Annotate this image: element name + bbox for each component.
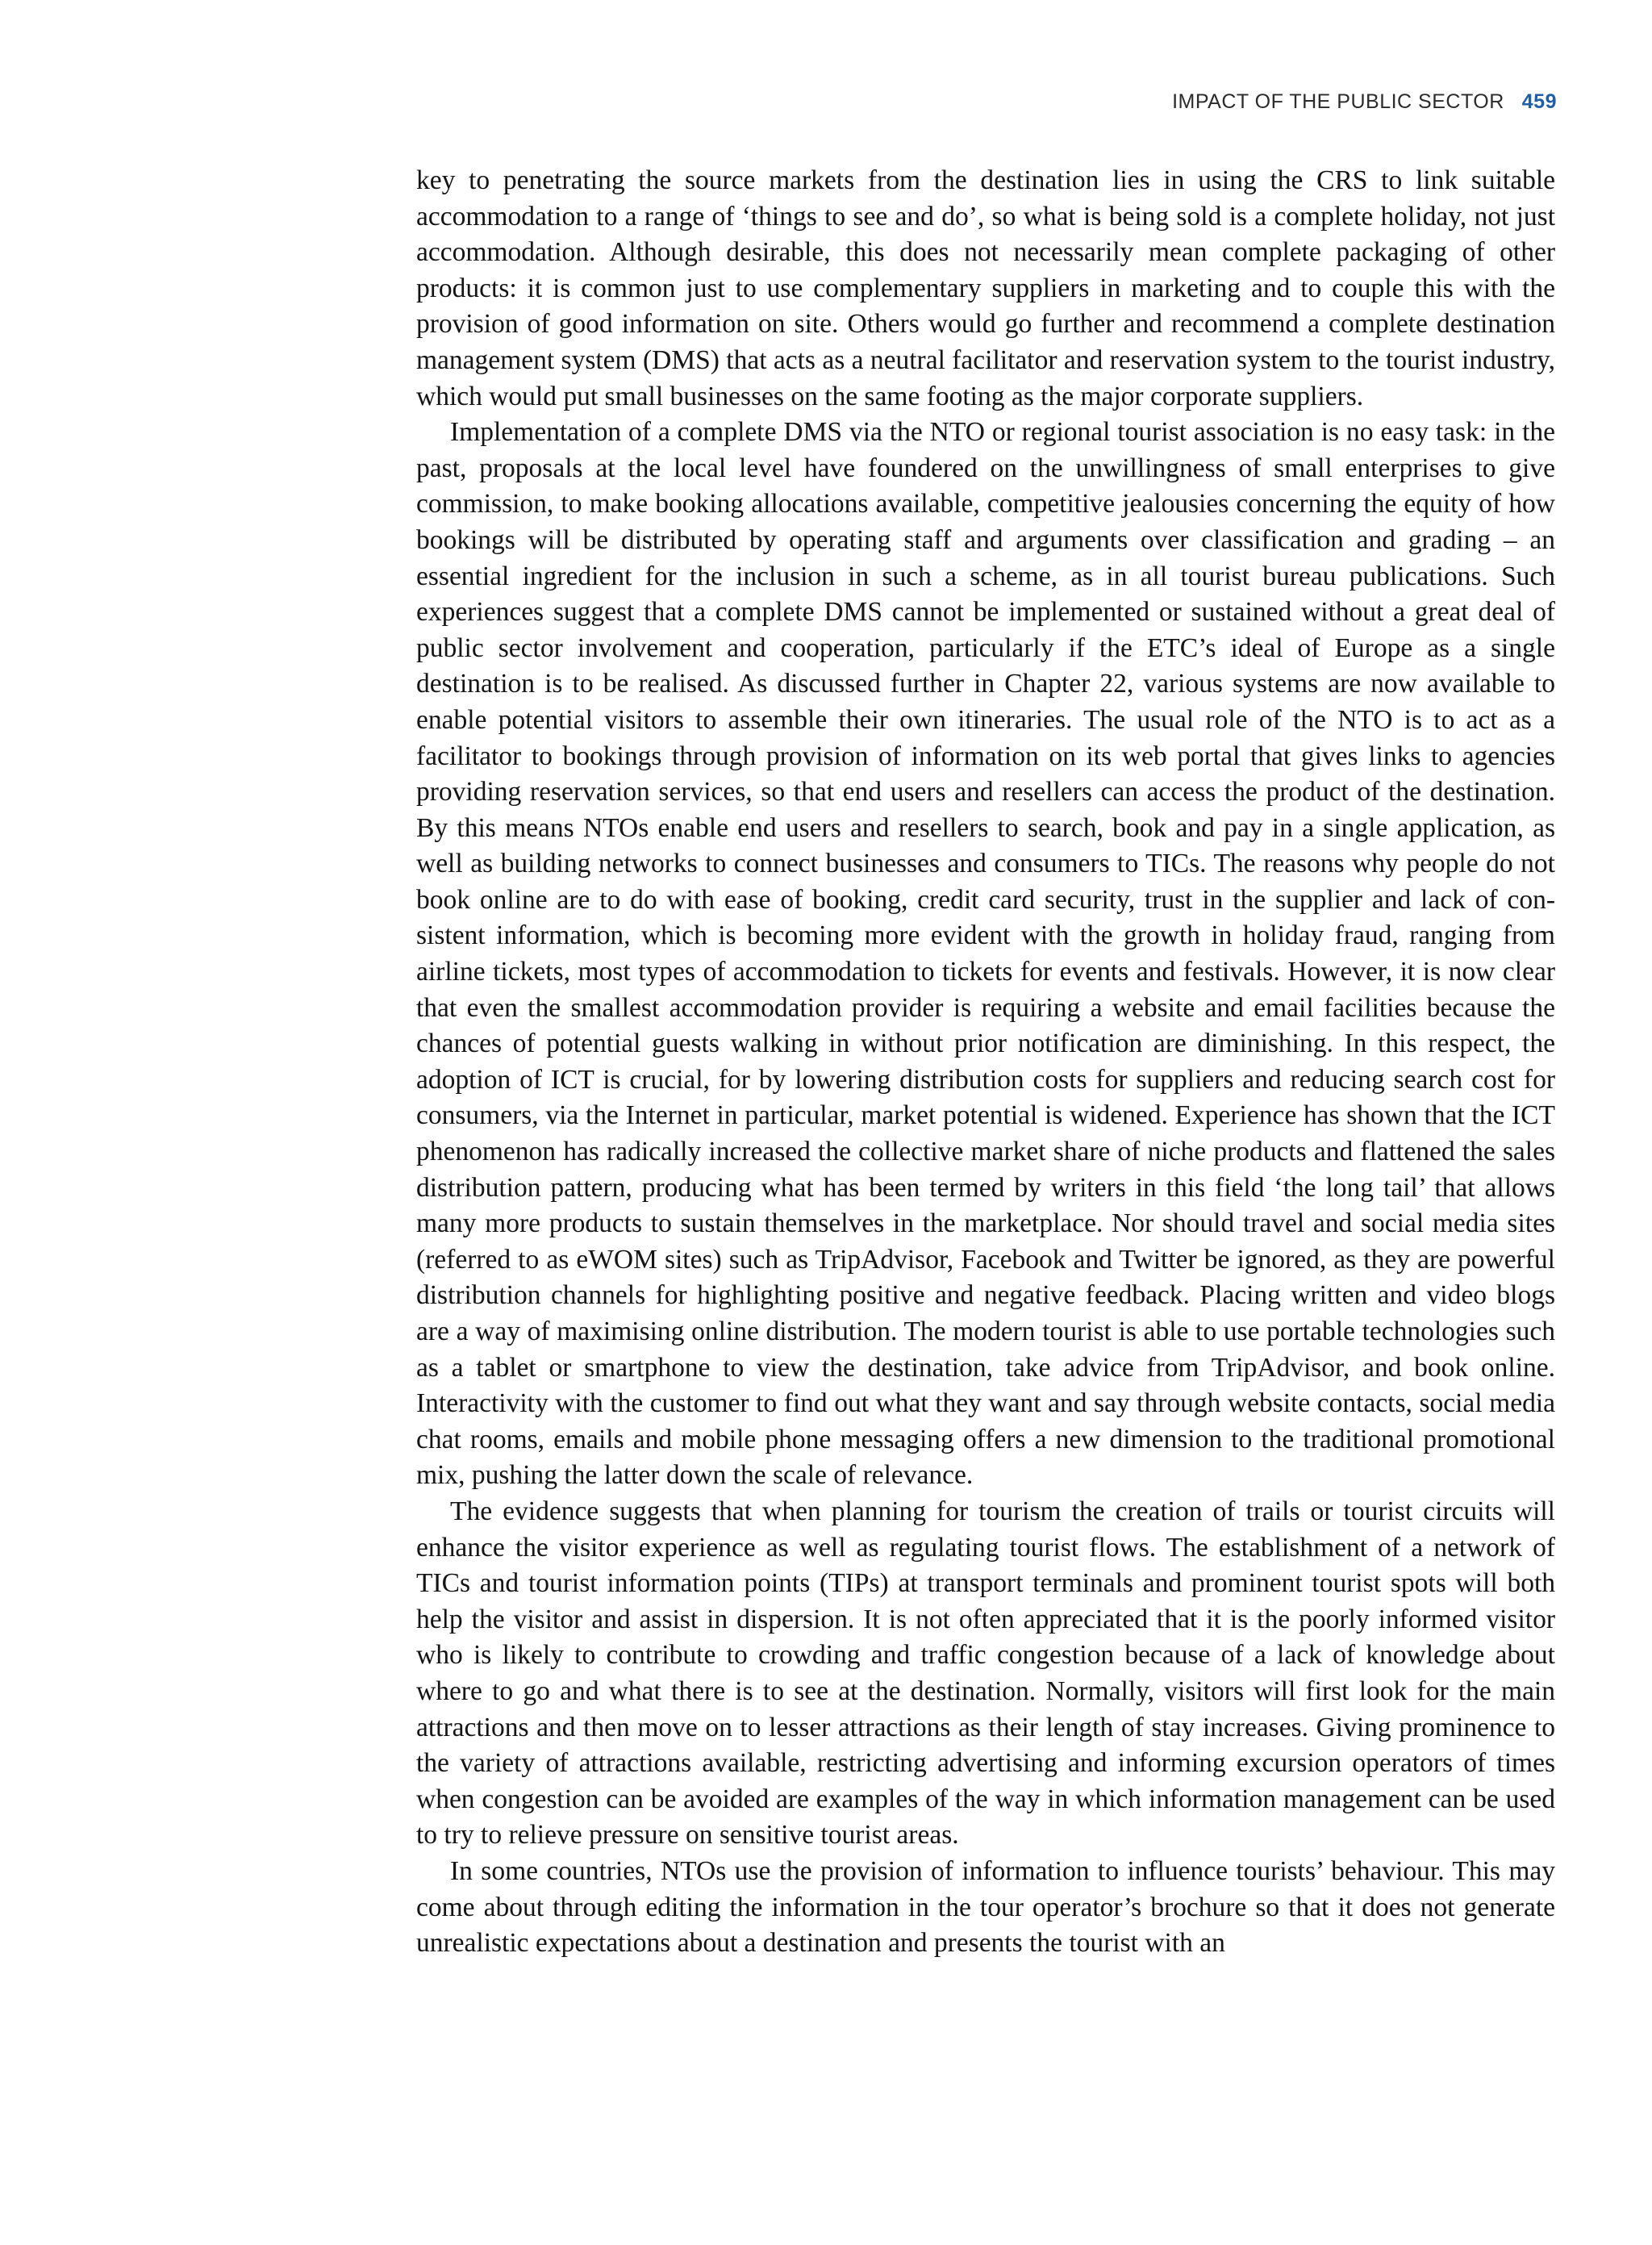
paragraph-1: key to penetrating the source markets from the destination lies in using the CRS to link suitable accommodation to a range of ‘things to see and do’, so what is being sold is a complete holiday, not just accommodation. Although desirable, this does not necessarily mean complete packaging of other products: it is common just to use complementary suppliers in marketing and to couple this with the provision of good information on site. Others would go further and recommend a complete destination management system (DMS) that acts as a neutral facilitator and reservation system to the tourist industry, which would put small businesses on the same footing as the major corporate suppliers. — [416, 165, 1555, 411]
running-head — [1172, 90, 1557, 114]
paragraph-4: In some countries, NTOs use the provision of information to influence tourists’ behaviour. This may come about through editing the information in the tour operator’s brochure so that it does not generate unrealistic expectations about a destination and presents the tourist with an — [416, 1855, 1555, 1959]
paragraph-3: The evidence suggests that when planning for tourism the creation of trails or tourist circuits will enhance the visitor experience as well as regulating tourist flows. The establishment of a network of TICs and tourist information points (TIPs) at transport terminals and prominent tourist spots will both help the visitor and assist in dispersion. It is not often appreciated that it is the poorly informed visitor who is likely to contribute to crowding and traffic congestion because of a lack of knowledge about where to go and what there is to see at the destination. Normally, visitors will first look for the main attractions and then move on to lesser attractions as their length of stay increases. Giving prominence to the variety of attractions available, restricting advertising and informing excursion operators of times when congestion can be avoided are examples of the way in which information management can be used to try to relieve pressure on sensitive tourist areas. — [416, 1496, 1555, 1851]
paragraph-2: Implementation of a complete DMS via the NTO or regional tourist association is no easy task: in the past, proposals at the local level have foundered on the unwillingness of small enterprises to give commission, to make booking allocations available, competitive jealousies concerning the equity of how bookings will be distributed by operating staff and arguments over classification and grading – an essential ingredient for the inclusion in such a scheme, as in all tourist bureau publications. Such experiences suggest that a complete DMS cannot be implemented or sustained without a great deal of public sector involvement and cooperation, particularly if the ETC’s ideal of Europe as a single destination is to be realised. As discussed further in Chapter 22, various systems are now available to enable potential visitors to assemble their own itineraries. The usual role of the NTO is to act as a facilitator to bookings through provision of information on its web portal that gives links to agencies providing reservation services, so that end users and resellers can access the product of the destination. By this means NTOs enable end users and resellers to search, book and pay in a single application, as well as building networks to connect businesses and consumers to TICs. The reasons why people do not book online are to do with ease of booking, credit card security, trust in the supplier and lack of consistent information, which is becoming more evident with the growth in holiday fraud, ranging from airline tickets, most types of accommodation to tickets for events and festivals. However, it is now clear that even the smallest accommodation provider is requiring a website and email facilities because the chances of potential guests walking in without prior notification are diminishing. In this respect, the adoption of ICT is crucial, for by lowering distribution costs for suppliers and reducing search cost for consumers, via the Internet in particular, market potential is widened. Experience has shown that the ICT phenomenon has radically increased the collective market share of niche products and flattened the sales distribution pattern, producing what has been termed by writers in this field ‘the long tail’ that allows many more products to sustain themselves in the marketplace. Nor should travel and social media sites (referred to as eWOM sites) such as TripAdvisor, Facebook and Twitter be ignored, as they are powerful distribution channels for highlighting positive and negative feedback. Placing written and video blogs are a way of maximising online distribution. The modern tourist is able to use portable technologies such as a tablet or smartphone to view the destination, take advice from TripAdvisor, and book online. Interactivity with the customer to find out what they want and say through website contacts, social media chat rooms, emails and mobile phone messaging offers a new dimension to the traditional promotional mix, pushing the latter down the scale of relevance. — [416, 417, 1555, 1491]
page-number: 459 — [1521, 90, 1557, 113]
running-title: IMPACT OF THE PUBLIC SECTOR — [1172, 90, 1504, 113]
body-text — [416, 163, 1555, 1962]
